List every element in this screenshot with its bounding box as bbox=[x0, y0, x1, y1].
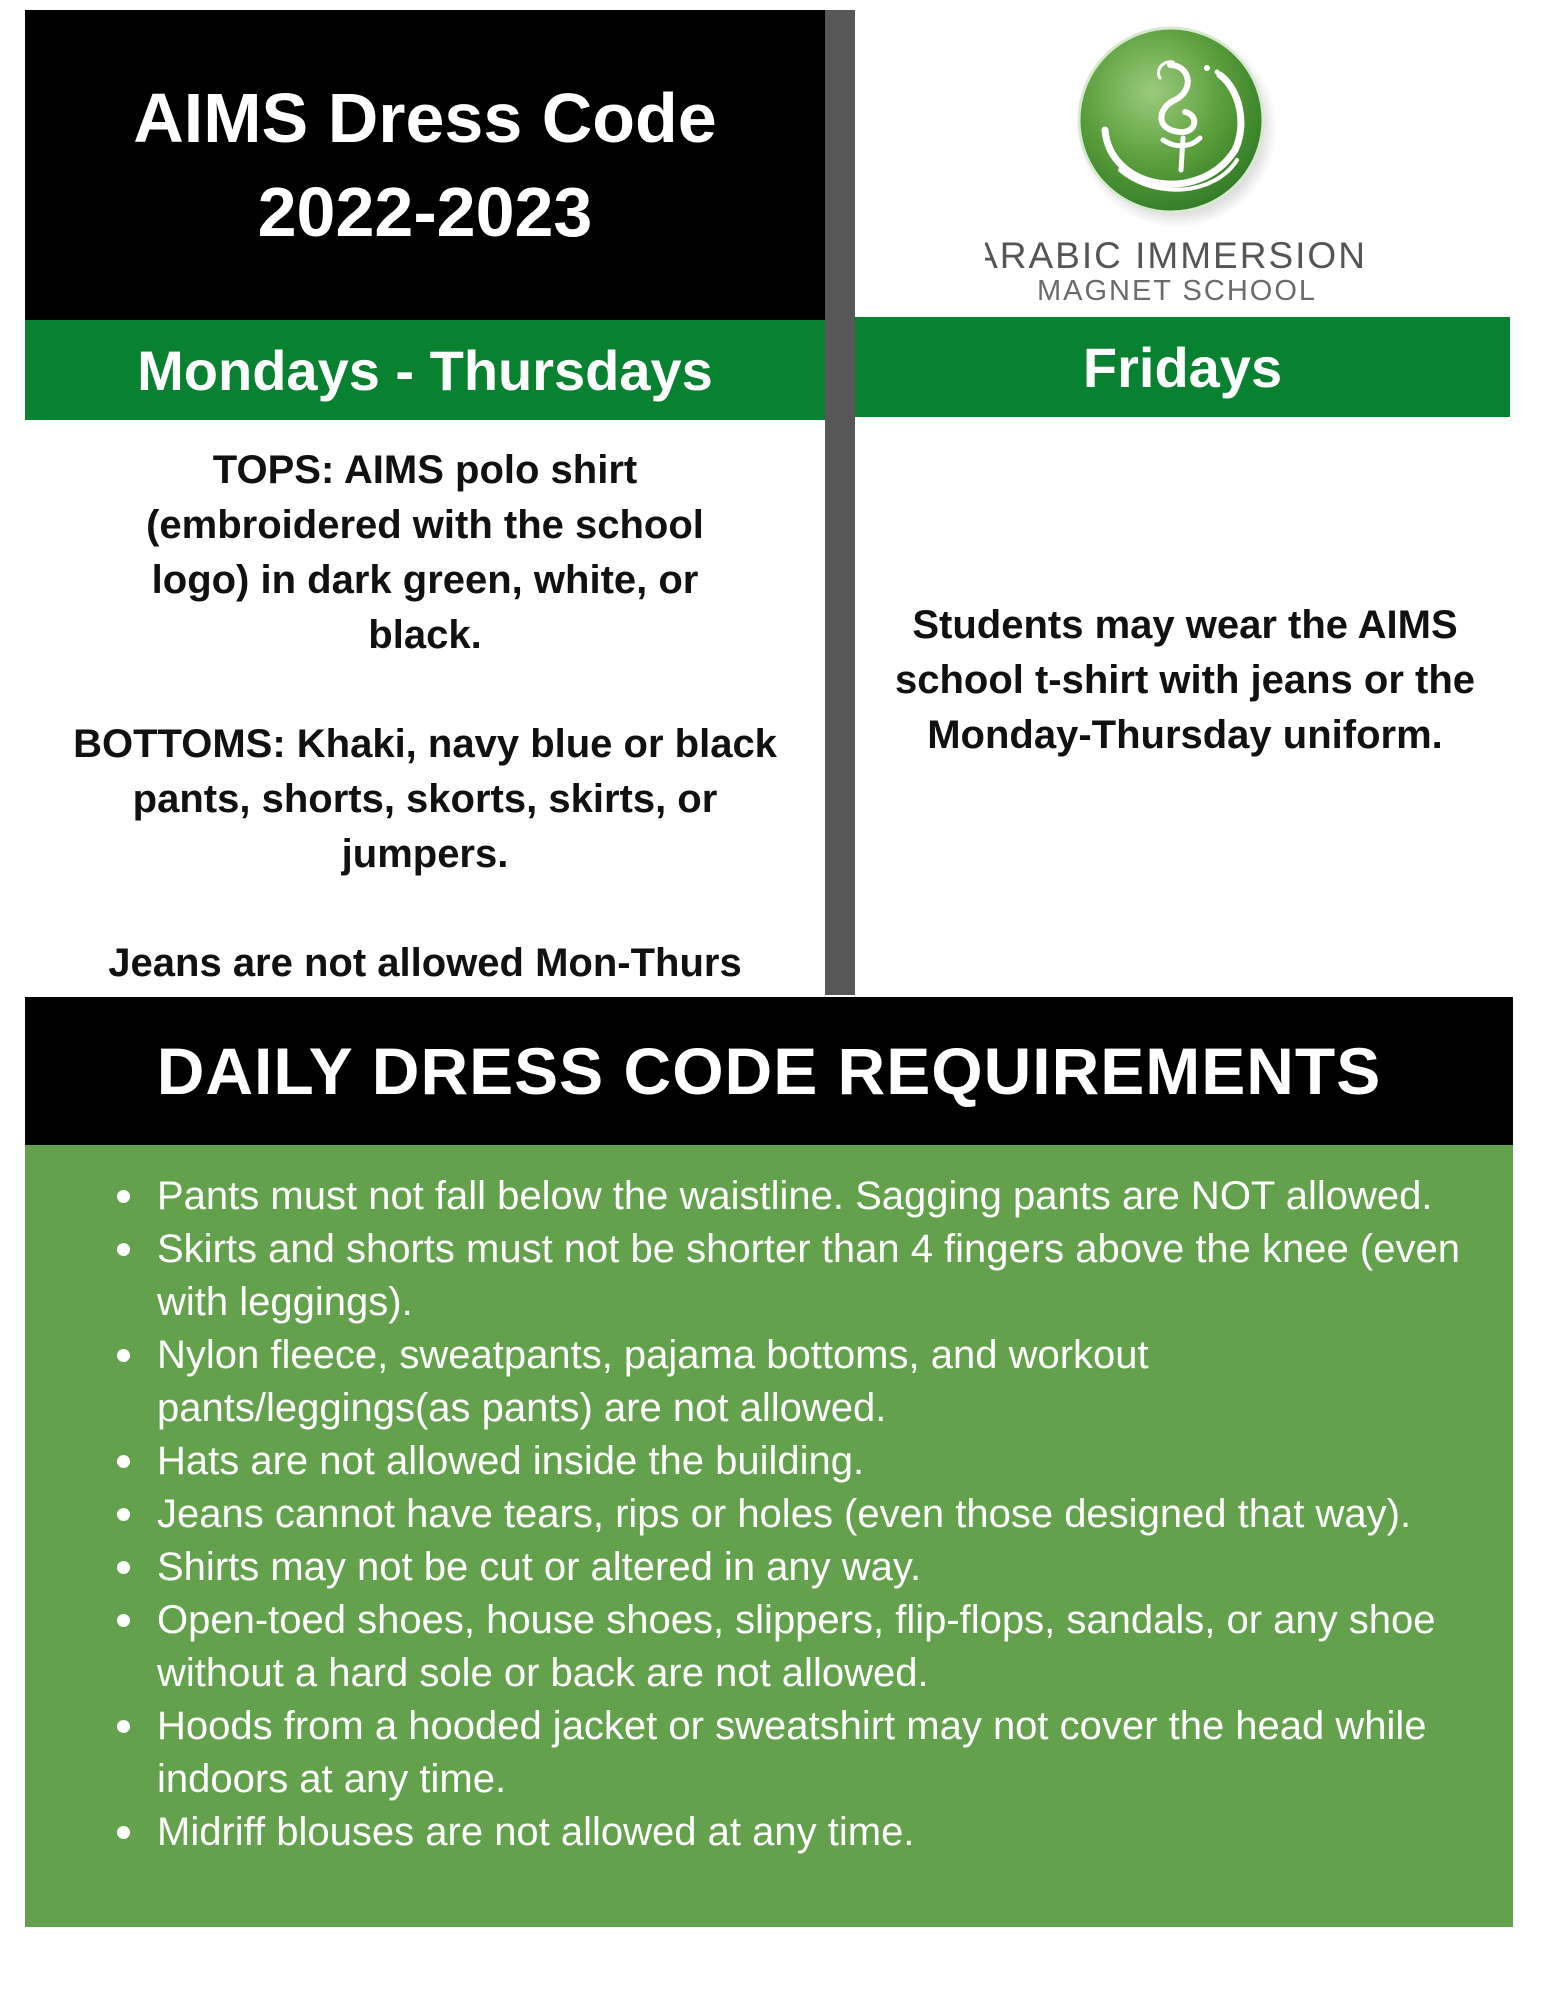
list-item bbox=[25, 1223, 1513, 1329]
bullet-icon bbox=[117, 1243, 130, 1256]
list-item bbox=[25, 1329, 1513, 1435]
arabic-calligraphy-circle-logo-icon bbox=[985, 20, 1385, 310]
school-logo bbox=[985, 20, 1385, 310]
list-item bbox=[25, 1594, 1513, 1700]
list-item bbox=[25, 1700, 1513, 1806]
requirement-text: Pants must not fall below the waistline. Sagging pants are NOT allowed. bbox=[157, 1174, 1433, 1218]
bullet-icon bbox=[117, 1826, 130, 1839]
requirement-text: Shirts may not be cut or altered in any way. bbox=[157, 1545, 922, 1589]
fridays-header: Fridays bbox=[855, 317, 1510, 417]
requirement-text: Open-toed shoes, house shoes, slippers, flip-flops, sandals, or any shoe without a hard sole or back are not allowed. bbox=[157, 1598, 1436, 1695]
title-block bbox=[25, 10, 825, 320]
list-item bbox=[25, 1488, 1513, 1541]
bullet-icon bbox=[117, 1508, 130, 1521]
school-year: 2022-2023 bbox=[257, 173, 593, 251]
fridays-rules bbox=[865, 598, 1505, 763]
column-divider bbox=[825, 10, 855, 995]
daily-requirements-header: DAILY DRESS CODE REQUIREMENTS bbox=[25, 997, 1513, 1145]
logo-name-line2: MAGNET SCHOOL bbox=[1036, 275, 1318, 307]
bullet-icon bbox=[117, 1720, 130, 1733]
bullet-icon bbox=[117, 1455, 130, 1468]
bullet-icon bbox=[117, 1614, 130, 1627]
requirement-text: Nylon fleece, sweatpants, pajama bottoms, and workout pants/leggings(as pants) are not allowed. bbox=[157, 1333, 1149, 1430]
daily-requirements-list bbox=[25, 1170, 1513, 1859]
list-item bbox=[25, 1170, 1513, 1223]
tops-rule: TOPS: AIMS polo shirt (embroidered with the school logo) in dark green, white, or black. bbox=[146, 448, 704, 657]
logo-name-line1: ARABIC IMMERSION bbox=[985, 235, 1367, 276]
mon-thu-rules bbox=[60, 443, 790, 991]
bullet-icon bbox=[117, 1190, 130, 1203]
bottoms-rule: BOTTOMS: Khaki, navy blue or black pants, shorts, skorts, skirts, or jumpers. bbox=[73, 722, 777, 876]
jeans-note: Jeans are not allowed Mon-Thurs bbox=[108, 941, 742, 985]
requirement-text: Skirts and shorts must not be shorter than 4 fingers above the knee (even with leggings). bbox=[157, 1227, 1460, 1324]
list-item bbox=[25, 1806, 1513, 1859]
requirement-text: Jeans cannot have tears, rips or holes (even those designed that way). bbox=[157, 1492, 1412, 1536]
fridays-text: Students may wear the AIMS school t-shirt with jeans or the Monday-Thursday uniform. bbox=[894, 603, 1476, 757]
mon-thu-header: Mondays - Thursdays bbox=[25, 320, 825, 420]
bullet-icon bbox=[117, 1349, 130, 1362]
list-item bbox=[25, 1435, 1513, 1488]
daily-requirements-panel bbox=[25, 1145, 1513, 1927]
requirement-text: Hoods from a hooded jacket or sweatshirt may not cover the head while indoors at any time. bbox=[157, 1704, 1427, 1801]
list-item bbox=[25, 1541, 1513, 1594]
requirement-text: Hats are not allowed inside the building. bbox=[157, 1439, 865, 1483]
bullet-icon bbox=[117, 1561, 130, 1574]
requirement-text: Midriff blouses are not allowed at any time. bbox=[157, 1810, 915, 1854]
page-title: AIMS Dress Code bbox=[133, 79, 717, 157]
